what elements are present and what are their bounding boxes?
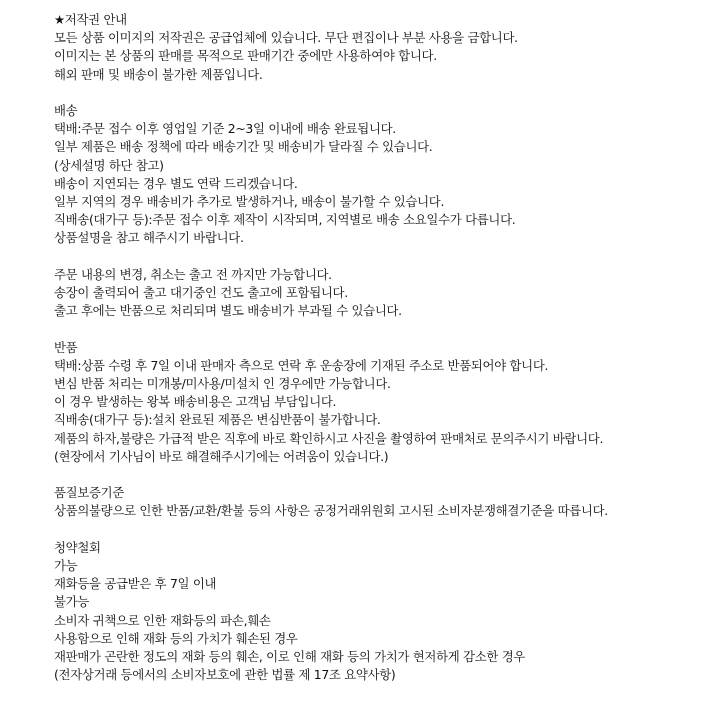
- text-line: 사용함으로 인해 재화 등의 가치가 훼손된 경우: [54, 630, 298, 646]
- section-title: ★저작권 안내: [54, 12, 127, 27]
- section-title: 청약철회: [54, 539, 101, 555]
- text-line: 소비자 귀책으로 인한 재화등의 파손,훼손: [54, 612, 271, 628]
- text-line: 재화등을 공급받은 후 7일 이내: [54, 576, 217, 592]
- section-copyright-notice: [54, 11, 608, 84]
- section-title: 품질보증기준: [54, 485, 125, 501]
- section-title: 배송: [54, 103, 78, 118]
- text-line: 해외 판매 및 배송이 불가한 제품입니다.: [54, 66, 263, 82]
- text-line: 일부 제품은 배송 정책에 따라 배송기간 및 배송비가 달라질 수 있습니다.: [54, 139, 433, 155]
- section-order-change: [54, 266, 608, 321]
- text-line: 직배송(대가구 등):주문 접수 이후 제작이 시작되며, 지역별로 배송 소요일수가 다릅니다.: [54, 212, 516, 228]
- section-shipping: [54, 102, 608, 248]
- policy-document: [54, 11, 608, 703]
- text-line: 배송이 지연되는 경우 별도 연락 드리겠습니다.: [54, 175, 298, 191]
- section-title: 반품: [54, 339, 78, 355]
- section-quality-warranty: [54, 484, 608, 520]
- text-line: 상품의불량으로 인한 반품/교환/환불 등의 사항은 공정거래위원회 고시된 소비자분쟁해결기준을 따릅니다.: [54, 503, 608, 519]
- text-line: 이미지는 본 상품의 판매를 목적으로 판매기간 중에만 사용하여야 합니다.: [54, 48, 437, 64]
- text-line: 택배:상품 수령 후 7일 이내 판매자 측으로 연락 후 운송장에 기재된 주소로 반품되어야 합니다.: [54, 357, 549, 373]
- text-line: 제품의 하자,불량은 가급적 받은 직후에 바로 확인하시고 사진을 촬영하여 판매처로 문의주시기 바랍니다.: [54, 430, 604, 446]
- text-line: (상세설명 하단 참고): [54, 157, 164, 173]
- text-line: 재판매가 곤란한 정도의 재화 등의 훼손, 이로 인해 재화 등의 가치가 현저하게 감소한 경우: [54, 649, 526, 665]
- text-line: (전자상거래 등에서의 소비자보호에 관한 법률 제 17조 요약사항): [54, 667, 396, 683]
- text-line: 상품설명을 참고 해주시기 바랍니다.: [54, 230, 244, 246]
- text-line: 모든 상품 이미지의 저작권은 공급업체에 있습니다. 무단 편집이나 부분 사용을 금합니다.: [54, 30, 518, 46]
- text-line: 불가능: [54, 594, 90, 610]
- text-line: 직배송(대가구 등):설치 완료된 제품은 변심반품이 불가합니다.: [54, 412, 381, 428]
- text-line: 택배:주문 접수 이후 영업일 기준 2~3일 이내에 배송 완료됩니다.: [54, 121, 396, 137]
- text-line: (현장에서 기사님이 바로 해결해주시기에는 어려움이 있습니다.): [54, 448, 389, 464]
- text-line: 변심 반품 처리는 미개봉/미사용/미설치 인 경우에만 가능합니다.: [54, 376, 391, 392]
- text-line: 이 경우 발생하는 왕복 배송비용은 고객님 부담입니다.: [54, 394, 337, 410]
- text-line: 출고 후에는 반품으로 처리되며 별도 배송비가 부과될 수 있습니다.: [54, 303, 402, 319]
- section-withdrawal: [54, 539, 608, 685]
- text-line: 송장이 출력되어 출고 대기중인 건도 출고에 포함됩니다.: [54, 285, 348, 301]
- section-title: 주문 내용의 변경, 취소는 출고 전 까지만 가능합니다.: [54, 266, 332, 282]
- section-returns: [54, 339, 608, 466]
- text-line: 가능: [54, 558, 78, 574]
- text-line: 일부 지역의 경우 배송비가 추가로 발생하거나, 배송이 불가할 수 있습니다.: [54, 194, 445, 210]
